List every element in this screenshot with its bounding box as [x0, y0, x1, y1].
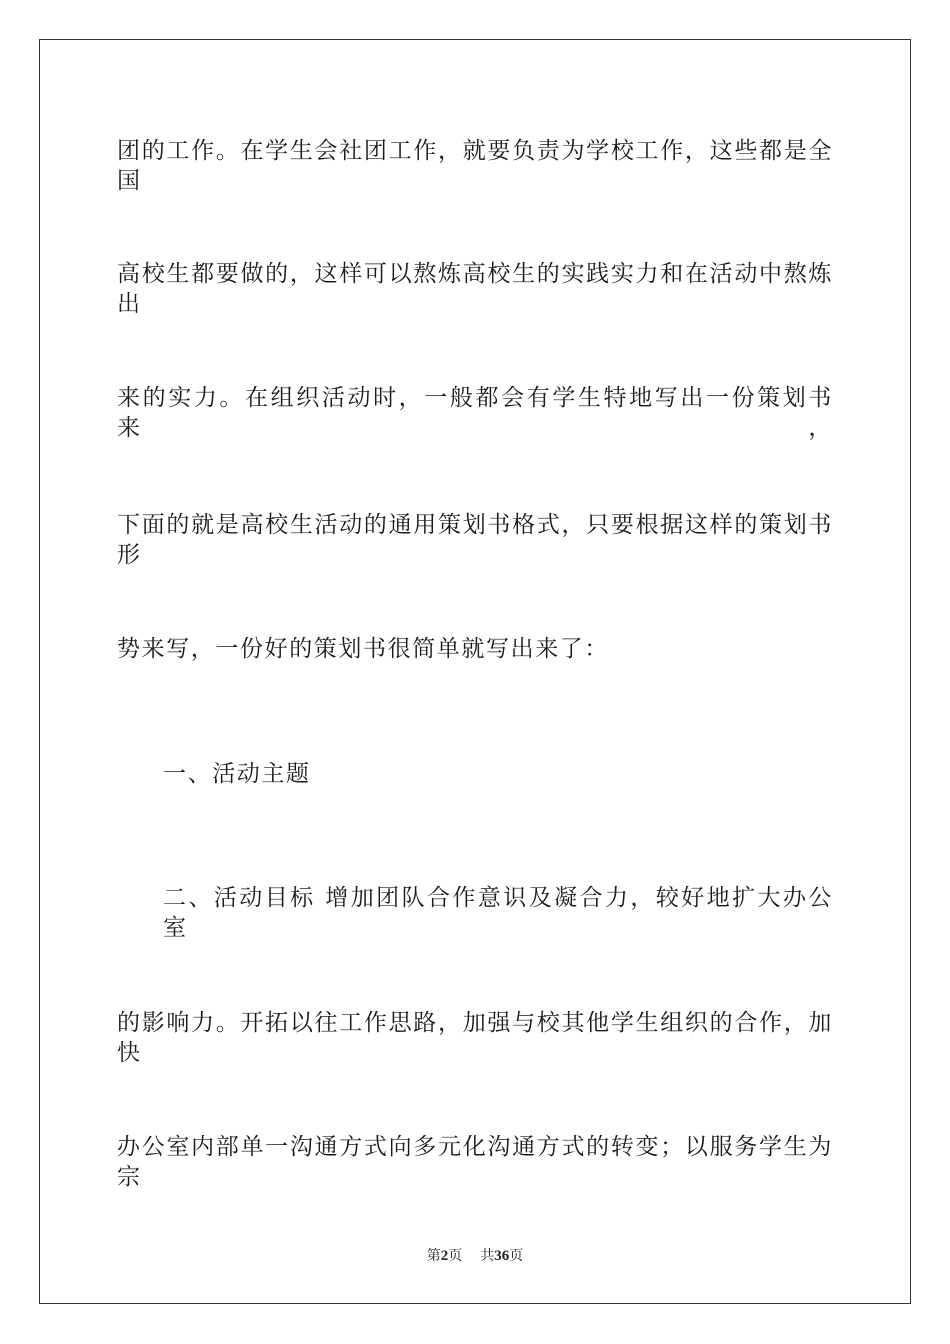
total-suffix: 页 [509, 1248, 524, 1264]
page-prefix: 第 [426, 1248, 441, 1264]
body-text-line: 的影响力。开拓以往工作思路，加强与校其他学生组织的合作，加快 [117, 1010, 833, 1066]
section-heading: 一、活动主题 [163, 761, 311, 787]
body-text-line: 下面的就是高校生活动的通用策划书格式，只要根据这样的策划书形 [117, 512, 833, 568]
body-text-line: 势来写，一份好的策划书很简单就写出来了： [117, 636, 609, 662]
body-text-line: 来的实力。在组织活动时，一般都会有学生特地写出一份策划书来， [117, 385, 833, 441]
body-text-line: 办公室内部单一沟通方式向多元化沟通方式的转变；以服务学生为宗 [117, 1134, 833, 1190]
total-prefix: 共 [480, 1248, 495, 1264]
section-heading: 二、活动目标 增加团队合作意识及凝合力，较好地扩大办公室 [163, 885, 833, 941]
body-text-line: 高校生都要做的，这样可以熬炼高校生的实践实力和在活动中熬炼出 [117, 261, 833, 317]
page-footer [0, 1247, 950, 1265]
body-text-line: 团的工作。在学生会社团工作，就要负责为学校工作，这些都是全国 [117, 138, 833, 194]
page-number: 2 [440, 1248, 449, 1264]
total-pages: 36 [494, 1248, 510, 1264]
page-suffix: 页 [448, 1248, 463, 1264]
page-border [39, 39, 911, 1304]
